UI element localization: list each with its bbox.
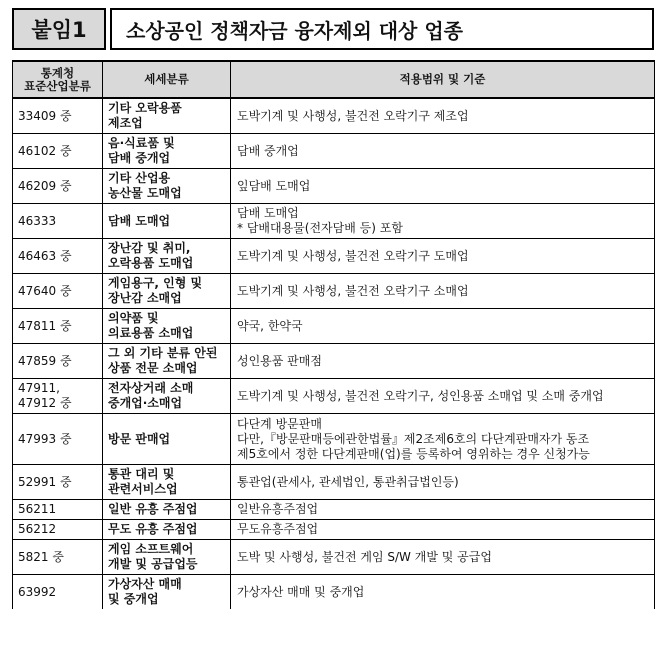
scope-cell-line: 잎담배 도매업 [237,178,311,193]
scope-cell-line: 다만,『방문판매등에관한법률』제2조제6호의 다단계판매자가 동조 [237,431,590,446]
scope-cell-line: 다단계 방문판매 [237,416,322,431]
attachment-badge: 붙임1 [12,8,106,50]
code-cell [13,204,103,239]
table-row [13,540,655,575]
category-cell [103,274,231,309]
category-cell [103,379,231,414]
code-cell-line: 56211 [18,502,57,516]
category-cell-line: 농산물 도매업 [108,186,182,200]
category-cell-line: 담배 도매업 [108,213,171,228]
category-cell-line: 관련서비스업 [108,482,178,496]
category-cell-line: 무도 유흥 주점업 [108,522,198,536]
column-header-category: 세세분류 [103,61,231,98]
scope-cell [231,540,655,575]
category-cell [103,98,231,134]
code-cell [13,134,103,169]
code-cell [13,520,103,540]
column-header-scope: 적용범위 및 기준 [231,61,655,98]
category-cell-line: 장난감 및 취미, [108,241,191,255]
category-cell-line: 기타 산업용 [108,171,171,185]
code-cell-line: 47640 중 [18,283,72,298]
code-cell [13,239,103,274]
category-cell-line: 제조업 [108,116,143,130]
table-row [13,98,655,134]
scope-cell-line: 일반유흥주점업 [237,502,319,516]
category-cell-line: 기타 오락용품 [108,101,182,115]
table-row [13,379,655,414]
scope-cell-line: 도박기계 및 사행성, 불건전 오락기구 제조업 [237,108,469,123]
scope-cell [231,274,655,309]
scope-cell-line: 약국, 한약국 [237,318,303,333]
scope-cell-line: * 담배대용물(전자담배 등) 포함 [237,221,403,235]
scope-cell-line: 담배 중개업 [237,143,299,158]
code-cell-line: 5821 중 [18,549,64,564]
scope-cell-line: 가상자산 매매 및 중개업 [237,584,365,599]
category-cell-line: 방문 판매업 [108,431,171,446]
category-cell-line: 상품 전문 소매업 [108,361,198,375]
code-cell [13,169,103,204]
code-cell-line: 33409 중 [18,108,72,123]
code-cell [13,274,103,309]
code-cell [13,344,103,379]
scope-cell [231,98,655,134]
category-cell [103,520,231,540]
code-cell [13,500,103,520]
document-header [12,8,654,50]
category-cell-line: 의료용품 소매업 [108,326,194,340]
code-cell-line: 46333 [18,213,57,228]
table-row [13,414,655,465]
column-header-code-line: 표준산업분류 [24,78,91,93]
category-cell-line: 그 외 기타 분류 안된 [108,346,218,360]
table-row [13,309,655,344]
category-cell-line: 중개업·소매업 [108,396,183,410]
code-cell-line: 47911, [18,381,60,395]
category-cell-line: 개발 및 공급업등 [108,557,198,571]
scope-cell [231,169,655,204]
code-cell-line: 56212 [18,522,57,536]
table-row [13,274,655,309]
code-cell-line: 47859 중 [18,353,72,368]
scope-cell [231,465,655,500]
scope-cell-line: 도박기계 및 사행성, 불건전 오락기구 도매업 [237,248,469,263]
category-cell-line: 게임용구, 인형 및 [108,276,203,290]
category-cell [103,500,231,520]
code-cell [13,540,103,575]
category-cell-line: 장난감 소매업 [108,291,182,305]
scope-cell [231,239,655,274]
scope-cell-line: 통관업(관세사, 관세법인, 통관취급법인등) [237,474,459,489]
table-header-row [13,61,655,98]
document-title: 소상공인 정책자금 융자제외 대상 업종 [110,8,654,50]
scope-cell-line: 도박기계 및 사행성, 불건전 오락기구, 성인용품 소매업 및 소매 중개업 [237,388,604,403]
category-cell-line: 담배 중개업 [108,151,171,165]
scope-cell-line: 무도유흥주점업 [237,522,319,536]
scope-cell [231,344,655,379]
category-cell-line: 및 중개업 [108,592,159,606]
category-cell-line: 전자상거래 소매 [108,381,194,395]
table-row [13,134,655,169]
table-row [13,204,655,239]
code-cell-line: 63992 [18,584,57,599]
table-row [13,239,655,274]
code-cell-line: 46209 중 [18,178,72,193]
category-cell-line: 게임 소프트웨어 [108,542,194,556]
code-cell-line: 47811 중 [18,318,72,333]
scope-cell-line: 도박 및 사행성, 불건전 게임 S/W 개발 및 공급업 [237,549,492,564]
category-cell-line: 음·식료품 및 [108,136,175,150]
category-cell [103,344,231,379]
table-row [13,575,655,610]
category-cell [103,134,231,169]
column-header-code [13,61,103,98]
category-cell [103,309,231,344]
code-cell-line: 47993 중 [18,431,72,446]
code-cell-line: 52991 중 [18,474,72,489]
scope-cell-line: 제5호에서 정한 다단계판매(업)를 등록하여 영위하는 경우 신청가능 [237,446,590,461]
category-cell [103,465,231,500]
scope-cell [231,204,655,239]
code-cell-line: 46102 중 [18,143,72,158]
code-cell [13,575,103,610]
scope-cell [231,500,655,520]
code-cell [13,379,103,414]
table-row [13,465,655,500]
category-cell [103,239,231,274]
table-body [13,98,655,609]
scope-cell-line: 성인용품 판매점 [237,353,322,368]
category-cell-line: 의약품 및 [108,311,159,325]
scope-cell [231,575,655,610]
category-cell-line: 일반 유흥 주점업 [108,502,198,516]
column-header-code-line: 통계청 [40,65,75,80]
code-cell [13,465,103,500]
scope-cell [231,309,655,344]
category-cell [103,169,231,204]
code-cell [13,414,103,465]
category-cell [103,414,231,465]
category-cell-line: 오락용품 도매업 [108,256,194,270]
table-row [13,500,655,520]
code-cell-line: 47912 중 [18,396,72,410]
code-cell [13,309,103,344]
table-row [13,344,655,379]
code-cell [13,98,103,134]
scope-cell [231,520,655,540]
category-cell [103,575,231,610]
scope-cell [231,379,655,414]
category-cell-line: 가상자산 매매 [108,577,182,591]
table-row [13,520,655,540]
scope-cell [231,414,655,465]
scope-cell-line: 도박기계 및 사행성, 불건전 오락기구 소매업 [237,283,469,298]
scope-cell [231,134,655,169]
excluded-industries-table [12,60,655,609]
category-cell [103,540,231,575]
table-row [13,169,655,204]
category-cell [103,204,231,239]
category-cell-line: 통관 대리 및 [108,467,175,481]
scope-cell-line: 담배 도매업 [237,206,299,220]
code-cell-line: 46463 중 [18,248,72,263]
